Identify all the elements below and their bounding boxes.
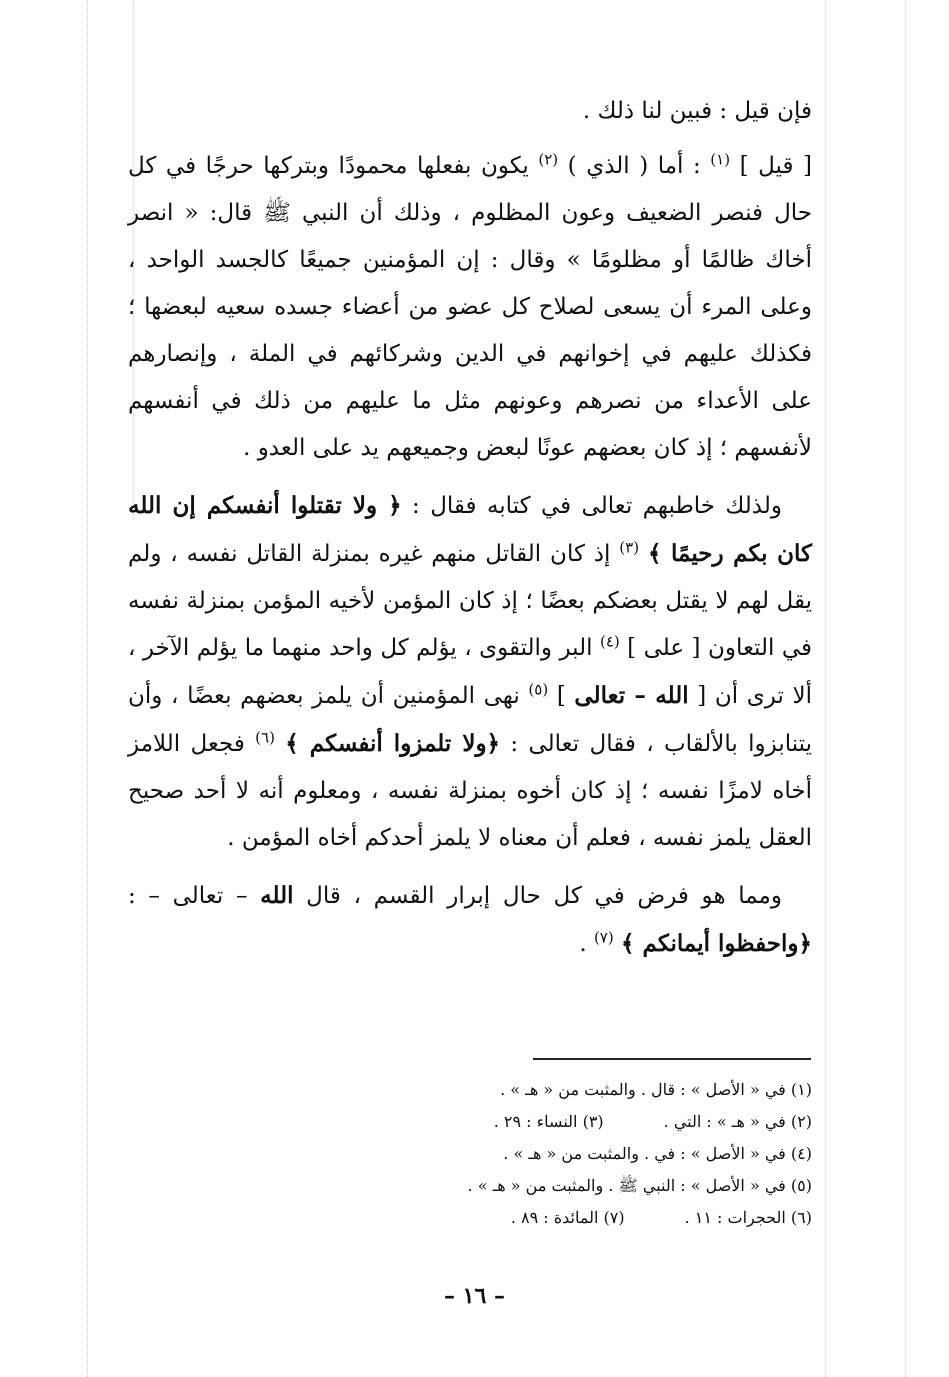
- footnote-ref: (٧): [593, 928, 614, 947]
- footnote: (١) في « الأصل » : قال . والمثبت من « هـ » .: [500, 1080, 812, 1099]
- quran-quote: الله – تعالى: [574, 682, 689, 709]
- text-run: نهى المؤمنين أن يلمز بعضهم بعضًا ، وأن يتنابزوا بالألقاب ، فقال تعالى :: [128, 683, 813, 757]
- text-run: – تعالى – :: [128, 883, 261, 909]
- quran-quote: ﴿واحفظوا أيمانكم ﴾: [621, 930, 812, 957]
- paragraph: [128, 88, 812, 135]
- footnote-ref: (٤): [599, 632, 620, 651]
- footnote: (٤) في « الأصل » : في . والمثبت من « هـ » .: [503, 1144, 812, 1163]
- quran-quote: الله: [260, 882, 294, 909]
- footnote-row: [468, 1074, 812, 1106]
- margin-dotted-line: [825, 0, 826, 1377]
- footnote-separator: [533, 1058, 811, 1060]
- quran-quote: ﴿ ولا تقتلوا أنفسكم إن الله كان بكم رحيمًا ﴾: [128, 492, 813, 567]
- footnote-row: [468, 1202, 812, 1234]
- footnote-ref: (٣): [619, 538, 640, 557]
- footnote: (٧) المائدة : ٨٩ .: [510, 1208, 625, 1227]
- footnote: (٦) الحجرات : ١١ .: [684, 1208, 812, 1227]
- footnotes: [468, 1074, 812, 1234]
- paragraph: [128, 872, 812, 968]
- footnote-row: [468, 1106, 812, 1138]
- quran-quote: ﴿ولا تلمزوا أنفسكم ﴾: [285, 730, 501, 757]
- text-run: ]: [548, 683, 575, 709]
- text-run: إذ كان القاتل منهم غيره بمنزلة القاتل نفسه ، ولم يقل لهم لا يقتل بعضكم بعضًا ؛ إذ كان المؤمن لأخيه المؤمن بمنزلة نفسه في التعاون [ على ]: [128, 541, 812, 661]
- footnote-ref: (٥): [528, 680, 549, 699]
- margin-dotted-line: [905, 0, 906, 1377]
- text-run: .: [579, 931, 594, 957]
- footnote-row: [468, 1138, 812, 1170]
- footnote-ref: (٦): [255, 728, 275, 747]
- text-run: [ قيل ]: [730, 153, 812, 179]
- text-run: فإن قيل : فبين لنا ذلك .: [582, 98, 812, 124]
- paragraph: [128, 143, 812, 472]
- text-run: ومما هو فرض في كل حال إبرار القسم ، قال: [293, 883, 782, 909]
- footnote-row: [468, 1170, 812, 1202]
- page-body: [128, 88, 812, 978]
- footnote: (٥) في « الأصل » : النبي ﷺ . والمثبت من « هـ » .: [467, 1176, 812, 1195]
- text-run: يكون بفعلها محمودًا وبتركها حرجًا في كل حال فنصر الضعيف وعون المظلوم ، وذلك أن النبي ﷺ قال: « انصر أخاك ظالمًا أو مظلومًا » وقال : إن المؤمنين جميعًا كالجسد الواحد ، وعلى المرء أن يسعى لصلاح كل عضو من أعضاء جسده سعيه لبعضها ؛ فكذلك عليهم في إخوانهم في الدين وشركائهم في الملة ، وإنصارهم على الأعداء من نصرهم وعونهم مثل ما عليهم من ذلك في أنفسهم لأنفسهم ؛ إذ كان بعضهم عونًا لبعض وجميعهم يد على العدو .: [128, 153, 812, 461]
- text-run: البر والتقوى ، يؤلم كل واحد منهما ما يؤلم الآخر ، ألا ترى أن [: [128, 635, 812, 709]
- text-run: ولذلك خاطبهم تعالى في كتابه فقال :: [401, 493, 782, 519]
- footnote: (٣) النساء : ٢٩ .: [493, 1112, 604, 1131]
- text-run: [275, 731, 285, 757]
- text-run: : أما ( الذي ): [558, 153, 711, 179]
- page-number: – ١٦ –: [444, 1283, 505, 1309]
- paragraph: [128, 482, 812, 862]
- footnote-ref: (٢): [538, 150, 559, 169]
- footnote-ref: (١): [710, 150, 731, 169]
- margin-dotted-line: [87, 0, 88, 1377]
- text-run: [614, 931, 621, 957]
- text-run: [639, 541, 648, 567]
- footnote: (٢) في « هـ » : التي .: [663, 1112, 812, 1131]
- text-run: فجعل اللامز أخاه لامزًا نفسه ؛ إذ كان أخوه بمنزلة نفسه ، ومعلوم أنه لا أحد صحيح العقل يلمز نفسه ، فعلم أن معناه لا يلمز أحدكم أخاه المؤمن .: [128, 731, 812, 851]
